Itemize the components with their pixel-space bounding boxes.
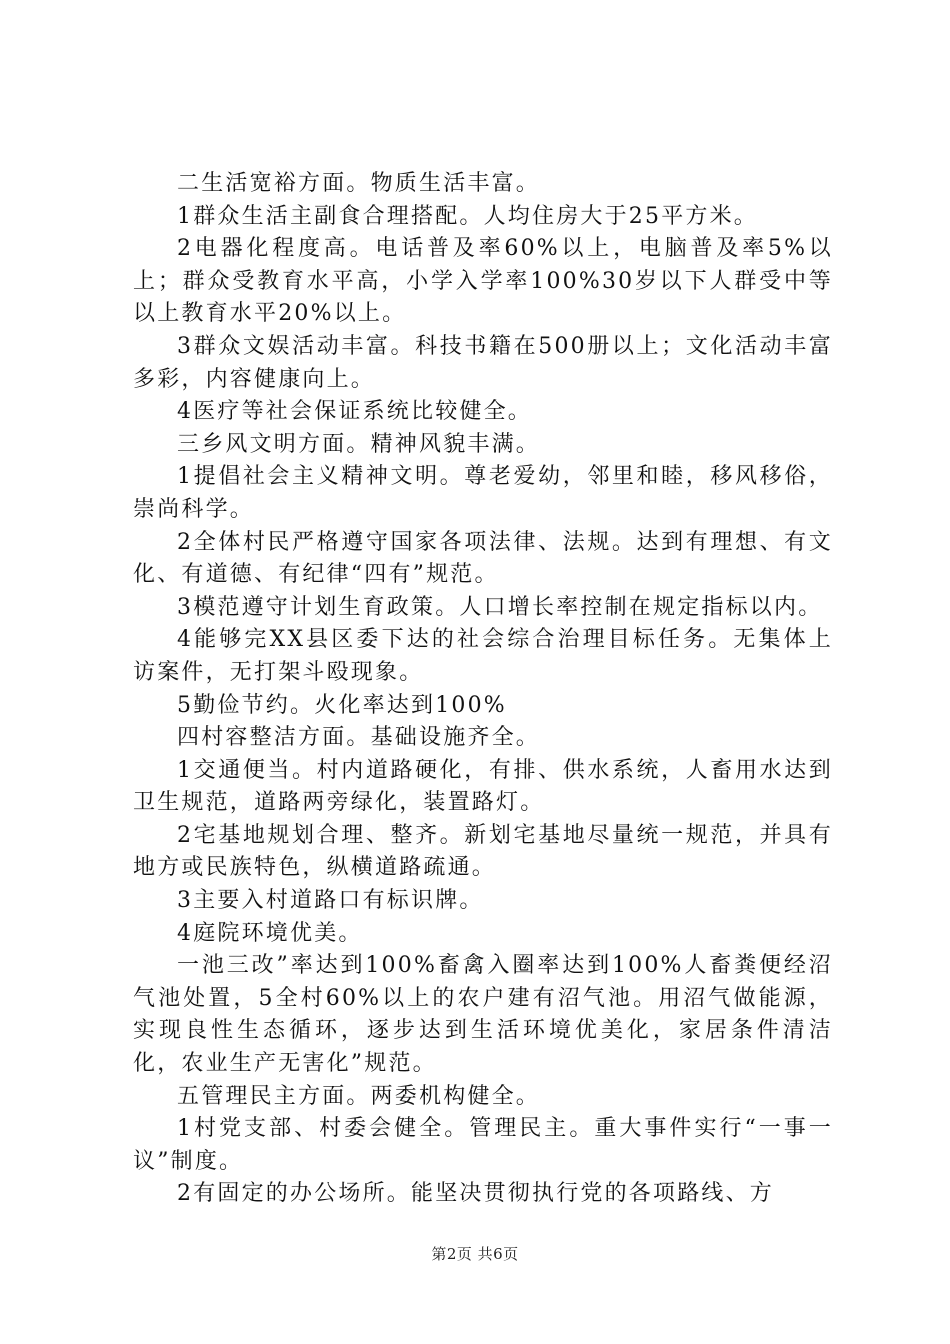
paragraph: 2宅基地规划合理、整齐。新划宅基地尽量统一规范，并具有地方或民族特色，纵横道路疏通。 bbox=[133, 822, 833, 881]
paragraph: 1提倡社会主义精神文明。尊老爱幼，邻里和睦，移风移俗，崇尚科学。 bbox=[133, 464, 833, 522]
paragraph: 4能够完XX县区委下达的社会综合治理目标任务。无集体上访案件，无打架斗殴现象。 bbox=[133, 627, 833, 685]
paragraph: 3群众文娱活动丰富。科技书籍在500册以上；文化活动丰富多彩，内容健康向上。 bbox=[133, 333, 833, 392]
paragraph: 1村党支部、村委会健全。管理民主。重大事件实行“一事一议”制度。 bbox=[133, 1116, 833, 1174]
paragraph: 2电器化程度高。电话普及率60%以上，电脑普及率5%以上；群众受教育水平高，小学入学率100%30岁以下人群受中等以上教育水平20%以上。 bbox=[133, 236, 833, 327]
paragraph: 四村容整洁方面。基础设施齐全。 bbox=[177, 725, 541, 751]
paragraph: 五管理民主方面。两委机构健全。 bbox=[177, 1083, 541, 1109]
paragraph: 5勤俭节约。火化率达到100% bbox=[177, 692, 507, 718]
paragraph: 3模范遵守计划生育政策。人口增长率控制在规定指标以内。 bbox=[177, 594, 823, 620]
paragraph: 3主要入村道路口有标识牌。 bbox=[177, 888, 484, 914]
paragraph: 4庭院环境优美。 bbox=[177, 920, 363, 946]
paragraph: 1群众生活主副食合理搭配。人均住房大于25平方米。 bbox=[177, 203, 758, 229]
paragraph: 三乡风文明方面。精神风貌丰满。 bbox=[177, 431, 541, 457]
paragraph: 二生活宽裕方面。物质生活丰富。 bbox=[177, 171, 541, 196]
page-number-footer: 第2页 共6页 bbox=[431, 1245, 519, 1263]
paragraph: 4医疗等社会保证系统比较健全。 bbox=[177, 399, 532, 425]
document-body bbox=[133, 168, 833, 1211]
paragraph: 2有固定的办公场所。能坚决贯彻执行党的各项路线、方 bbox=[177, 1181, 774, 1207]
paragraph: 1交通便当。村内道路硬化，有排、供水系统，人畜用水达到卫生规范，道路两旁绿化，装置路灯。 bbox=[133, 757, 833, 816]
paragraph: 一池三改”率达到100%畜禽入圈率达到100%人畜粪便经沼气池处置，5全村60%以上的农户建有沼气池。用沼气做能源，实现良性生态循环，逐步达到生活环境优美化，家居条件清洁化，农业生产无害化”规范。 bbox=[133, 953, 833, 1077]
paragraph: 2全体村民严格遵守国家各项法律、法规。达到有理想、有文化、有道德、有纪律“四有”规范。 bbox=[133, 529, 833, 588]
